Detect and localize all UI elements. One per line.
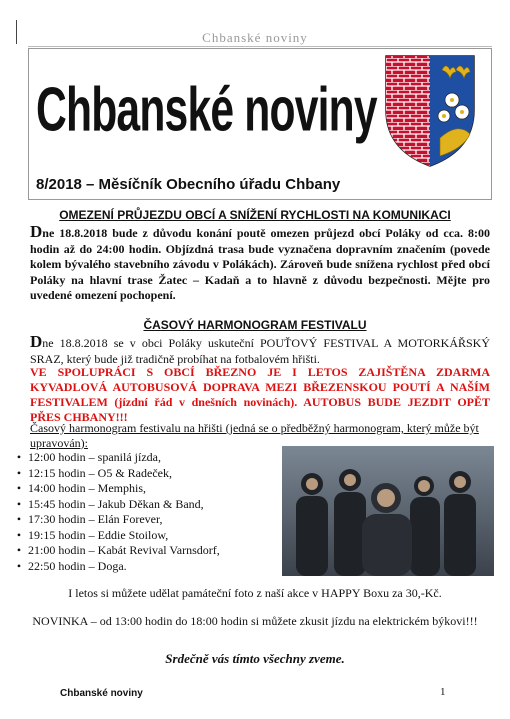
page-number: 1 (440, 686, 446, 698)
novinka-note: NOVINKA – od 13:00 hodin do 18:00 hodin si můžete zkusit jízdu na elektrickém býkovi!!! (32, 614, 478, 628)
closing-line: Srdečně vás tímto všechny zveme. (165, 651, 345, 666)
list-item: • 17:30 hodin – Elán Forever, (10, 512, 280, 528)
schedule-list (10, 450, 280, 574)
list-item: • 22:50 hodin – Doga. (10, 559, 280, 575)
bullet-icon: • (16, 543, 22, 557)
list-item: • 19:15 hodin – Eddie Stoilow, (10, 528, 280, 544)
article-title-traffic: OMEZENÍ PRŮJEZDU OBCÍ A SNÍŽENÍ RYCHLOSTI NA KOMUNIKACI (59, 208, 451, 222)
article-body-festival (30, 334, 490, 367)
dropcap: D (30, 222, 43, 241)
coat-of-arms-icon (380, 50, 480, 170)
article-body-traffic (30, 224, 490, 304)
article-text: ne 18.8.2018 bude z důvodu konání poutě omezen průjezd obcí Poláky od cca. 8:00 hodin až do 24:00 hodin. Objízdná trasa bude vyznačena dopravním značením (povede kolem bývalého stavebního závodu v Polákách). Zároveň bude snížena rychlost před obcí Poláky na hlavní trase Žatec – Kadaň a to hlavně z důvodu bezpečnosti. Mějte pro uvedené omezení pochopení. (30, 226, 490, 302)
bullet-icon: • (16, 527, 22, 542)
list-item: • 12:15 hodin – O5 & Radeček, (10, 466, 280, 482)
list-item: • 21:00 hodin – Kabát Revival Varnsdorf, (10, 543, 280, 559)
bullet-icon: • (16, 481, 22, 495)
list-item: • 15:45 hodin – Jakub Děkan & Band, (10, 497, 280, 513)
bus-notice: VE SPOLUPRÁCI S OBCÍ BŘEZNO JE I LETOS ZAJIŠTĚNA ZDARMA KYVADLOVÁ AUTOBUSOVÁ DOPRAVA MEZI BŘEZENSKOU POUTÍ A NAŠÍM FESTIVALEM (jízdní řád v dnešních novinách). AUTOBUS BUDE JEZDIT OPĚT PŘES CHBANY!!! (30, 365, 490, 424)
list-item: • 14:00 hodin – Memphis, (10, 481, 280, 497)
bullet-icon: • (16, 450, 22, 464)
bullet-icon: • (16, 512, 22, 526)
band-photo (282, 446, 494, 576)
photo-note: I letos si můžete udělat památeční foto z naší akce v HAPPY Boxu za 30,-Kč. (68, 586, 442, 600)
schedule-intro: Časový harmonogram festivalu na hřišti (jedná se o předběžný harmonogram, který může být upravován): (30, 421, 479, 450)
footer-name: Chbanské noviny (60, 688, 143, 699)
bullet-icon: • (16, 465, 22, 480)
header-rule (28, 46, 492, 47)
article-text: ne 18.8.2018 se v obci Poláky uskuteční POUŤOVÝ FESTIVAL A MOTORKÁŘSKÝ SRAZ, který bude již tradičně probíhat na fotbalovém hřišti. (30, 336, 490, 366)
list-item: • 12:00 hodin – spanilá jízda, (10, 450, 280, 466)
masthead-title: Chbanské noviny (36, 75, 377, 145)
running-header: Chbanské noviny (202, 30, 308, 45)
dropcap: D (30, 332, 43, 351)
bullet-icon: • (16, 496, 22, 511)
bullet-icon: • (16, 558, 22, 573)
issue-line: 8/2018 – Měsíčník Obecního úřadu Chbany (36, 176, 341, 193)
article-title-festival: ČASOVÝ HARMONOGRAM FESTIVALU (143, 318, 367, 332)
